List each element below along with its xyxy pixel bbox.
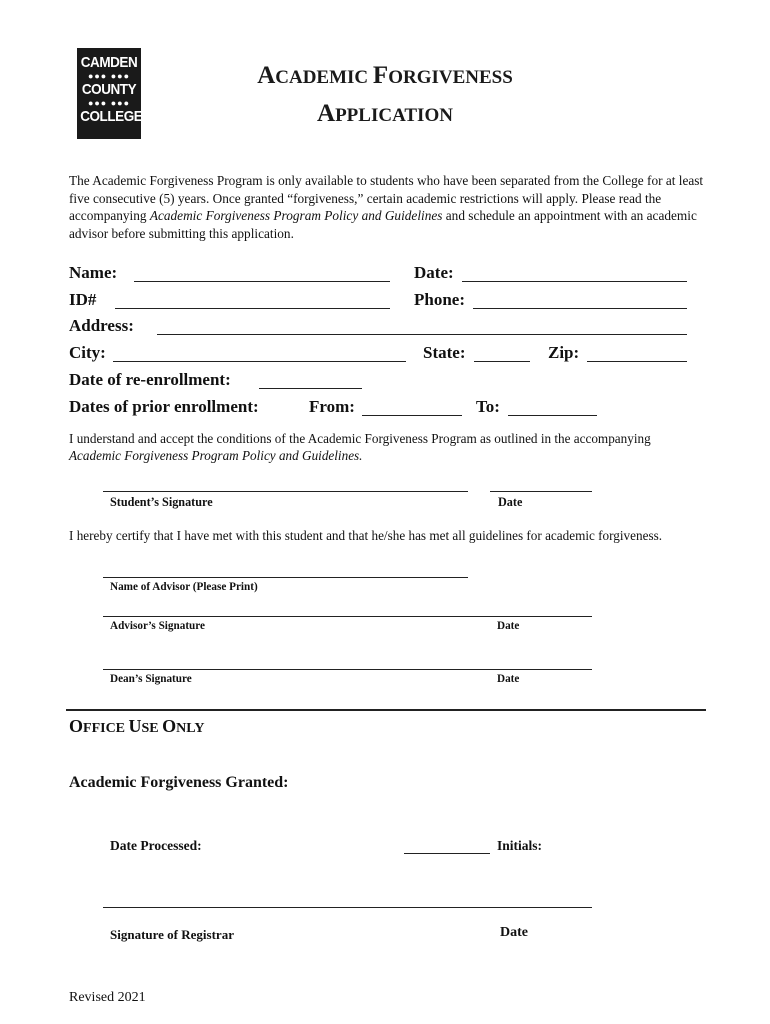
student-signature-label: Student’s Signature — [110, 495, 213, 509]
dean-signature-field[interactable] — [103, 669, 592, 670]
page-title-line-1 — [200, 62, 570, 90]
state-field[interactable] — [474, 361, 530, 362]
intro-text: The Academic Forgiveness Program is only available to students who have been separated from the College for at least five consecutive (5) years. Once granted “forgiveness,” certain academic restrictions will apply. Please read the accompanying — [69, 173, 704, 223]
office-cap: O — [69, 716, 84, 736]
title-rest: PPLICATION — [335, 105, 453, 126]
date-field[interactable] — [462, 281, 687, 282]
name-field[interactable] — [134, 281, 390, 282]
name-label: Name: — [69, 263, 118, 282]
phone-label: Phone: — [414, 290, 465, 309]
logo-line-2: COUNTY — [81, 81, 137, 98]
city-label: City: — [69, 343, 106, 362]
agreement-policy-title: Academic Forgiveness Program Policy and Guidelines. — [69, 448, 363, 463]
student-signature-field[interactable] — [103, 491, 468, 492]
address-label: Address: — [69, 316, 134, 335]
from-label: From: — [309, 397, 355, 416]
state-label: State: — [423, 343, 466, 362]
zip-label: Zip: — [548, 343, 580, 362]
advisor-name-field[interactable] — [103, 577, 468, 578]
prior-enrollment-label: Dates of prior enrollment: — [69, 397, 259, 416]
college-logo — [77, 48, 141, 139]
title-cap: A — [317, 100, 336, 127]
advisor-date-label: Date — [497, 620, 520, 632]
reenrollment-label: Date of re-enrollment: — [69, 370, 231, 389]
title-rest: ORGIVENESS — [388, 67, 513, 88]
registrar-signature-field[interactable] — [103, 907, 592, 908]
intro-policy-title: Academic Forgiveness Program Policy and Guidelines — [149, 208, 443, 223]
title-rest: CADEMIC — [275, 67, 373, 88]
agreement-text — [69, 430, 719, 464]
phone-field[interactable] — [473, 308, 687, 309]
agreement-body: I understand and accept the conditions of the Academic Forgiveness Program as outlined in the accompanying — [69, 431, 651, 446]
revised-note: Revised 2021 — [69, 990, 146, 1005]
title-cap: F — [372, 62, 389, 89]
advisor-name-label: Name of Advisor (Please Print) — [110, 581, 258, 593]
address-field[interactable] — [157, 334, 687, 335]
dean-signature-label: Dean’s Signature — [110, 673, 192, 685]
office-rest: FFICE — [83, 721, 129, 736]
page-title-line-2 — [200, 100, 570, 128]
title-cap: A — [257, 62, 276, 89]
intro-paragraph — [69, 172, 709, 242]
office-rest: SE — [141, 721, 163, 736]
registrar-date-label: Date — [500, 925, 528, 940]
date-processed-field[interactable] — [404, 853, 490, 854]
office-rest: NLY — [176, 721, 205, 736]
office-use-heading — [69, 716, 204, 737]
from-field[interactable] — [362, 415, 462, 416]
logo-line-1: CAMDEN — [80, 54, 138, 71]
registrar-signature-label: Signature of Registrar — [110, 927, 234, 942]
advisor-signature-label: Advisor’s Signature — [110, 620, 205, 632]
advisor-signature-field[interactable] — [103, 616, 592, 617]
to-label: To: — [476, 397, 500, 416]
reenrollment-field[interactable] — [259, 388, 362, 389]
student-date-field[interactable] — [490, 491, 592, 492]
date-label: Date: — [414, 263, 454, 282]
logo-dots-2: ●●● ●●● — [87, 98, 131, 108]
certify-text: I hereby certify that I have met with this student and that he/she has met all guidelines for academic forgiveness. — [69, 528, 663, 543]
intro-text: and schedule an appointment with an academic advisor before submitting this application. — [69, 208, 697, 241]
forgiveness-granted-label: Academic Forgiveness Granted: — [69, 774, 289, 791]
section-divider — [66, 709, 706, 711]
initials-label: Initials: — [497, 838, 543, 853]
logo-dots-1: ●●● ●●● — [87, 71, 131, 81]
id-label: ID# — [69, 290, 97, 309]
student-date-label: Date — [498, 495, 523, 509]
office-cap: U — [128, 716, 142, 736]
dean-date-label: Date — [497, 673, 520, 685]
zip-field[interactable] — [587, 361, 687, 362]
to-field[interactable] — [508, 415, 597, 416]
office-cap: O — [162, 716, 177, 736]
id-field[interactable] — [115, 308, 390, 309]
date-processed-label: Date Processed: — [110, 838, 202, 853]
city-field[interactable] — [113, 361, 406, 362]
logo-line-3: COLLEGE — [80, 108, 143, 125]
